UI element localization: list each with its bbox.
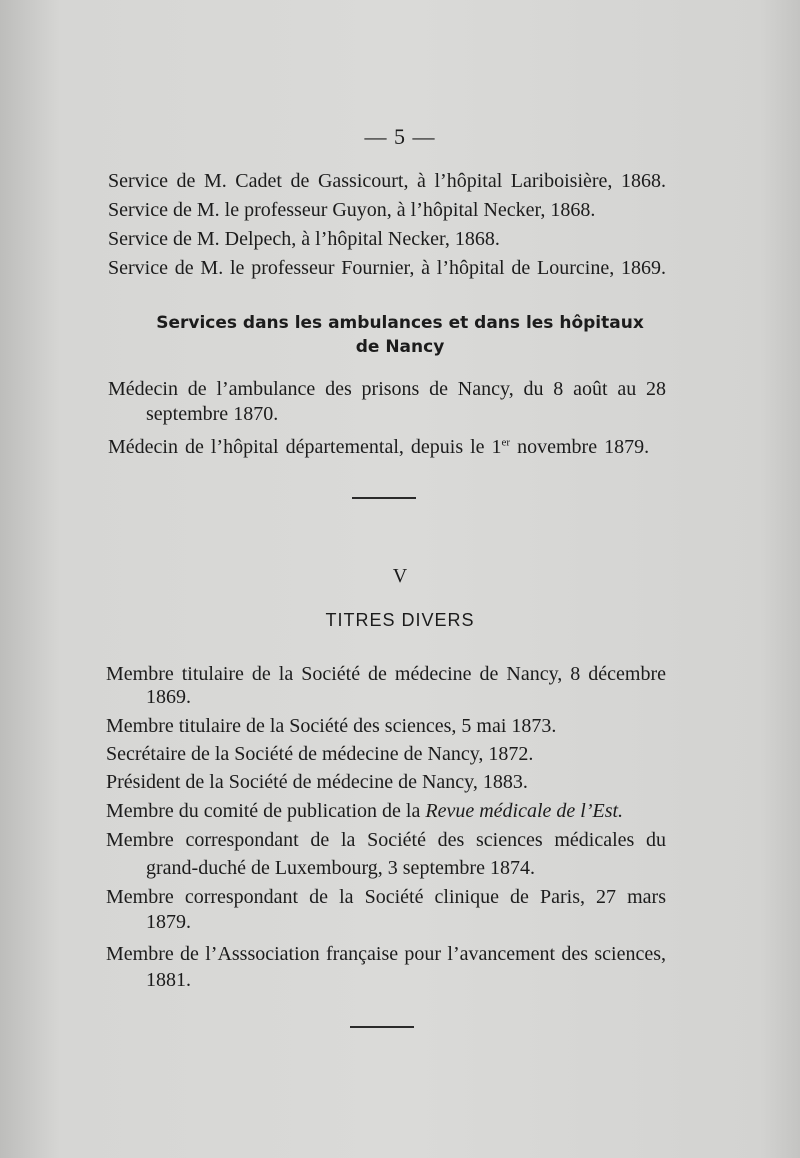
titre-entry: Membre titulaire de la Société des sciences, 5 mai 1873. <box>106 715 557 737</box>
titre-entry: Secrétaire de la Société de médecine de Nancy, 1872. <box>106 743 534 765</box>
titre-entry: Membre titulaire de la Société de médecine de Nancy, 8 décembre <box>106 663 666 685</box>
section-numeral: V <box>392 565 408 587</box>
nancy-ambulance-entry-cont: septembre 1870. <box>146 403 279 425</box>
section-title: TITRES DIVERS <box>325 610 475 630</box>
titre-entry: Président de la Société de médecine de Nancy, 1883. <box>106 771 528 793</box>
service-entry: Service de M. Delpech, à l’hôpital Necker, 1868. <box>108 228 500 250</box>
nancy-heading-line2: de Nancy <box>355 337 445 357</box>
nancy-heading-line1: Services dans les ambulances et dans les hôpitaux <box>156 313 644 333</box>
nancy-hopital-entry: Médecin de l’hôpital départemental, depuis le 1er novembre 1879. <box>108 436 650 458</box>
service-entry: Service de M. le professeur Fournier, à l’hôpital de Lourcine, 1869. <box>108 257 666 279</box>
service-entry: Service de M. Cadet de Gassicourt, à l’hôpital Lariboisière, 1868. <box>108 170 666 192</box>
titre-entry-cont: grand-duché de Luxembourg, 3 septembre 1874. <box>146 857 535 879</box>
titre-entry-cont: 1879. <box>146 911 191 933</box>
titre-entry: Membre de l’Asssociation française pour l’avancement des sciences, <box>106 943 666 965</box>
page-number: — 5 — <box>364 124 436 149</box>
titre-entry: Membre du comité de publication de la Revue médicale de l’Est. <box>106 800 624 822</box>
titre-entry-cont: 1881. <box>146 969 191 991</box>
titre-entry: Membre correspondant de la Société clinique de Paris, 27 mars <box>106 886 666 908</box>
nancy-ambulance-entry: Médecin de l’ambulance des prisons de Nancy, du 8 août au 28 <box>108 378 666 400</box>
section-divider <box>352 497 416 499</box>
titre-entry-cont: 1869. <box>146 686 191 708</box>
service-entry: Service de M. le professeur Guyon, à l’hôpital Necker, 1868. <box>108 199 596 221</box>
titre-entry: Membre correspondant de la Société des sciences médicales du <box>106 829 666 851</box>
section-divider <box>350 1026 414 1028</box>
